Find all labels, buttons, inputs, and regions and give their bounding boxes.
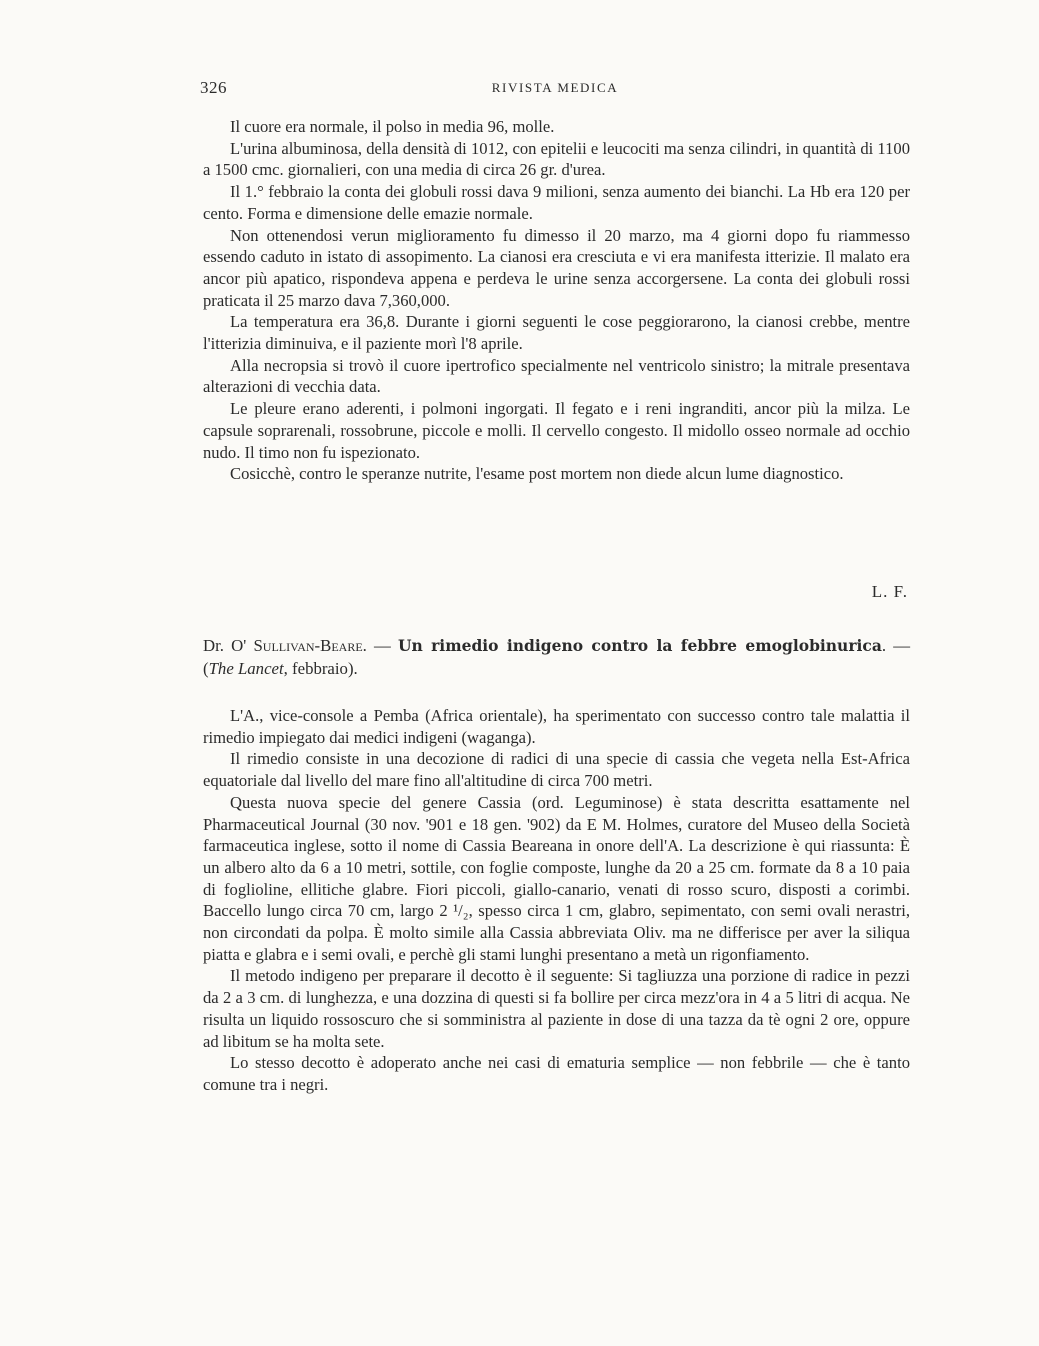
- paragraph: La temperatura era 36,8. Durante i giorni seguenti le cose peggiorarono, la cianosi crebbe, mentre l'itterizia diminuiva, e il paziente morì l'8 aprile.: [203, 312, 910, 354]
- page-header: [200, 78, 910, 102]
- paragraph: L'A., vice-console a Pemba (Africa orientale), ha sperimentato con successo contro tale malattia il rimedio impiegato dai medici indigeni (waganga).: [203, 706, 910, 747]
- case-report-text: [203, 116, 910, 485]
- paragraph: Non ottenendosi verun miglioramento fu dimesso il 20 marzo, ma 4 giorni dopo fu riammesso essendo caduto in istato di assopimento. La cianosi era cresciuta e vi era manifesta itterizie. Il malato era ancor più apatico, rispondeva appena e perdeva le urine senza accorgersene. La conta dei globuli rossi praticata il 25 marzo dava 7,360,000.: [203, 225, 910, 310]
- article-text: [203, 705, 910, 1096]
- running-title: RIVISTA MEDICA: [491, 80, 619, 95]
- paragraph: Il rimedio consiste in una decozione di radici di una specie di cassia che vegeta nella Est-Africa equatoriale dal livello del mare fino all'altitudine di circa 700 metri.: [203, 749, 910, 791]
- source-journal: The Lancet: [208, 659, 284, 678]
- paragraph: Il metodo indigeno per preparare il decotto è il seguente: Si tagliuzza una porzione di radice in pezzi da 2 a 3 cm. di lunghezza, e una dozzina di questi si fa bollire per circa mezz'ora in 4 a 5 litri di acqua. Ne risulta un liquido rossoscuro che si somministra al paziente in dose di una tazza da tè ogni 2 ore, oppure ad libitum se ha molta sete.: [203, 966, 910, 1051]
- article-heading: Dr. O' Sullivan-Beare. — Un rimedio indigeno contro la febbre emoglobinurica. — (The Lancet, febbraio).: [203, 636, 911, 678]
- paragraph: Le pleure erano aderenti, i polmoni ingorgati. Il fegato e i reni ingranditi, ancor più la milza. Le capsule soprarenali, rossobrune, piccole e molli. Il cervello congesto. Il midollo osseo normale ad occhio nudo. Il timo non fu ispezionato.: [203, 399, 910, 462]
- paragraph: Il cuore era normale, il polso in media 96, molle.: [230, 117, 555, 136]
- paragraph: Il 1.° febbraio la conta dei globuli rossi dava 9 milioni, senza aumento dei bianchi. La Hb era 120 per cento. Forma e dimensione delle emazie normale.: [203, 182, 910, 223]
- paragraph: Cosicchè, contro le speranze nutrite, l'esame post mortem non diede alcun lume diagnostico.: [230, 464, 844, 484]
- article-title: Un rimedio indigeno contro la febbre emoglobinurica: [397, 636, 882, 655]
- paragraph: Lo stesso decotto è adoperato anche nei casi di ematuria semplice — non febbrile — che è tanto comune tra i negri.: [203, 1053, 910, 1094]
- page-number: 326: [200, 78, 227, 97]
- author-initials: L. F.: [871, 582, 908, 601]
- paragraph: Alla necropsia si trovò il cuore ipertrofico specialmente nel ventricolo sinistro; la mitrale presentava alterazioni di vecchia data.: [203, 355, 910, 397]
- paragraph: L'urina albuminosa, della densità di 1012, con epitelii e leucociti ma senza cilindri, in quantità di 1100 a 1500 cmc. giornalieri, con una media di circa 26 gr. d'urea.: [203, 138, 910, 180]
- article-author: Dr. O' Sullivan-Beare: [203, 636, 363, 655]
- paragraph: Questa nuova specie del genere Cassia (ord. Leguminose) è stata descritta esattamente nel Pharmaceutical Journal (30 nov. '901 e 18 gen. '902) da E M. Holmes, curatore del Museo della Società farmaceutica inglese, sotto il nome di Cassia Beareana in onore dell'A. La descrizione è qui riassunta: È un albero alto da 6 a 10 metri, sottile, con foglie composte, lunghe da 20 a 25 cm. formate da 8 a 10 paia di foglioline, ellitiche glabre. Fiori piccoli, giallo-canario, venati di rosso scuro, disposti a corimbi. Baccello lungo circa 70 cm, largo 2 ¹/₂, spesso circa 1 cm, glabro, sepimentato, con semi ovali nerastri, non circondati da polpa. È molto simile alla Cassia abbreviata Oliv. ma ne differisce per aver la siliqua piatta e glabra e i semi ovali, e perchè gli stami lunghi presentano a metà un rigonfiamento.: [203, 792, 910, 964]
